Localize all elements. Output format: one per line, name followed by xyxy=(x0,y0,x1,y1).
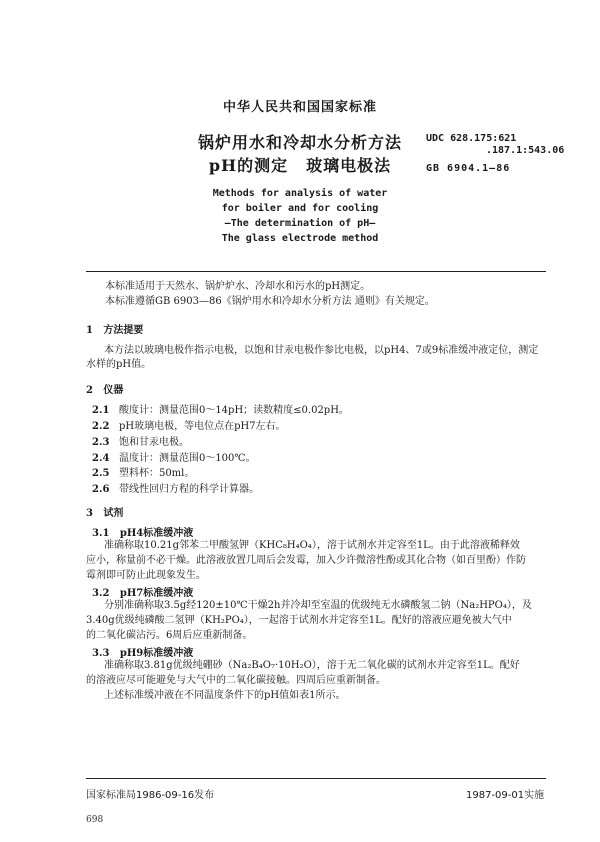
title-cn-line1: 锅炉用水和冷却水分析方法 xyxy=(197,133,402,152)
subsection-body: 的溶液应尽可能避免与大气中的二氧化碳接触。四周后应重新制备。 xyxy=(86,675,386,686)
list-item: 2.1 酸度计：测量范围0～14pH；读数精度≤0.02pH。 xyxy=(92,405,349,416)
footer-rule xyxy=(86,778,546,779)
subsection-body: 的二氧化碳沾污。6周后应重新制备。 xyxy=(86,630,253,641)
subsection-body: 准确称取3.81g优级纯硼砂（Na₂B₄O₇·10H₂O），溶于无二氧化碳的试剂水并定容至1L。配好 xyxy=(104,660,520,671)
section1-number: 1 xyxy=(86,325,93,336)
gb-number: GB 6904.1—86 xyxy=(426,163,511,174)
standard-type: 中华人民共和国国家标准 xyxy=(222,100,377,115)
subsection-heading: 3.2 pH7标准缓冲液 xyxy=(92,588,194,599)
intro-line: 本标准遵循GB 6903—86《锅炉用水和冷却水分析方法 通则》有关规定。 xyxy=(105,296,435,307)
list-item: 2.2 pH玻璃电极，等电位点在pH7左右。 xyxy=(92,421,286,432)
subsection-body: 分别准确称取3.5g经120±10℃干燥2h并冷却至室温的优级纯无水磷酸氢二钠（Na₂HPO₄），及 xyxy=(104,600,532,611)
list-item: 2.5 塑料杯：50ml。 xyxy=(92,468,195,479)
title-en-line: Methods for analysis of water xyxy=(212,188,388,199)
title-cn-line2a: pH的测定 xyxy=(208,156,289,175)
section2-title: 仪器 xyxy=(103,385,124,396)
section1-body: 本方法以玻璃电极作指示电极，以饱和甘汞电极作参比电极，以pH4、7或9标准缓冲液定位，测定 xyxy=(104,345,539,356)
section2-heading xyxy=(86,381,123,396)
list-item: 2.4 温度计：测量范围0～100℃。 xyxy=(92,453,256,464)
header-rule xyxy=(86,271,546,272)
title-en-line: for boiler and for cooling xyxy=(221,203,379,214)
subsection-body: 霉剂即可防止此现象发生。 xyxy=(86,570,206,581)
title-en-line: The glass electrode method xyxy=(221,233,379,244)
page-number: 698 xyxy=(86,815,104,825)
udc-line2: .187.1:543.06 xyxy=(486,145,565,156)
subsection-body: 3.40g优级纯磷酸二氢钾（KH₂PO₄），一起溶于试剂水并定容至1L。配好的溶液应避免被大气中 xyxy=(86,615,512,626)
intro-line: 本标准适用于天然水、锅炉炉水、冷却水和污水的pH测定。 xyxy=(105,281,371,292)
section2-number: 2 xyxy=(86,385,93,396)
section3-number: 3 xyxy=(86,508,93,519)
issued-date: 国家标准局1986-09-16发布 xyxy=(86,790,215,801)
section3-title: 试剂 xyxy=(103,508,124,519)
section1-body: 水样的pH值。 xyxy=(86,359,152,370)
subsection-heading: 3.3 pH9标准缓冲液 xyxy=(92,648,194,659)
effective-date: 1987-09-01实施 xyxy=(466,790,545,801)
title-cn-line2b: 玻璃电极法 xyxy=(306,156,392,175)
subsection-body: 上述标准缓冲液在不同温度条件下的pH值如表1所示。 xyxy=(104,690,346,701)
udc-line1: UDC 628.175:621 xyxy=(426,133,517,144)
list-item: 2.3 饱和甘汞电极。 xyxy=(92,437,189,448)
title-en-line: —The determination of pH— xyxy=(224,218,376,229)
section3-heading xyxy=(86,504,123,519)
subsection-body: 应小，称量前不必干燥。此溶液放置几周后会发霉，加入少许微溶性酚或其化合物（如百里酚）作防 xyxy=(86,555,526,566)
subsection-heading: 3.1 pH4标准缓冲液 xyxy=(92,528,194,539)
section1-heading xyxy=(86,321,143,336)
section1-title: 方法提要 xyxy=(103,325,144,336)
list-item: 2.6 带线性回归方程的科学计算器。 xyxy=(92,484,259,495)
subsection-body: 准确称取10.21g邻苯二甲酸氢钾（KHC₈H₄O₄），溶于试剂水并定容至1L。由于此溶液稀释效 xyxy=(104,540,520,551)
